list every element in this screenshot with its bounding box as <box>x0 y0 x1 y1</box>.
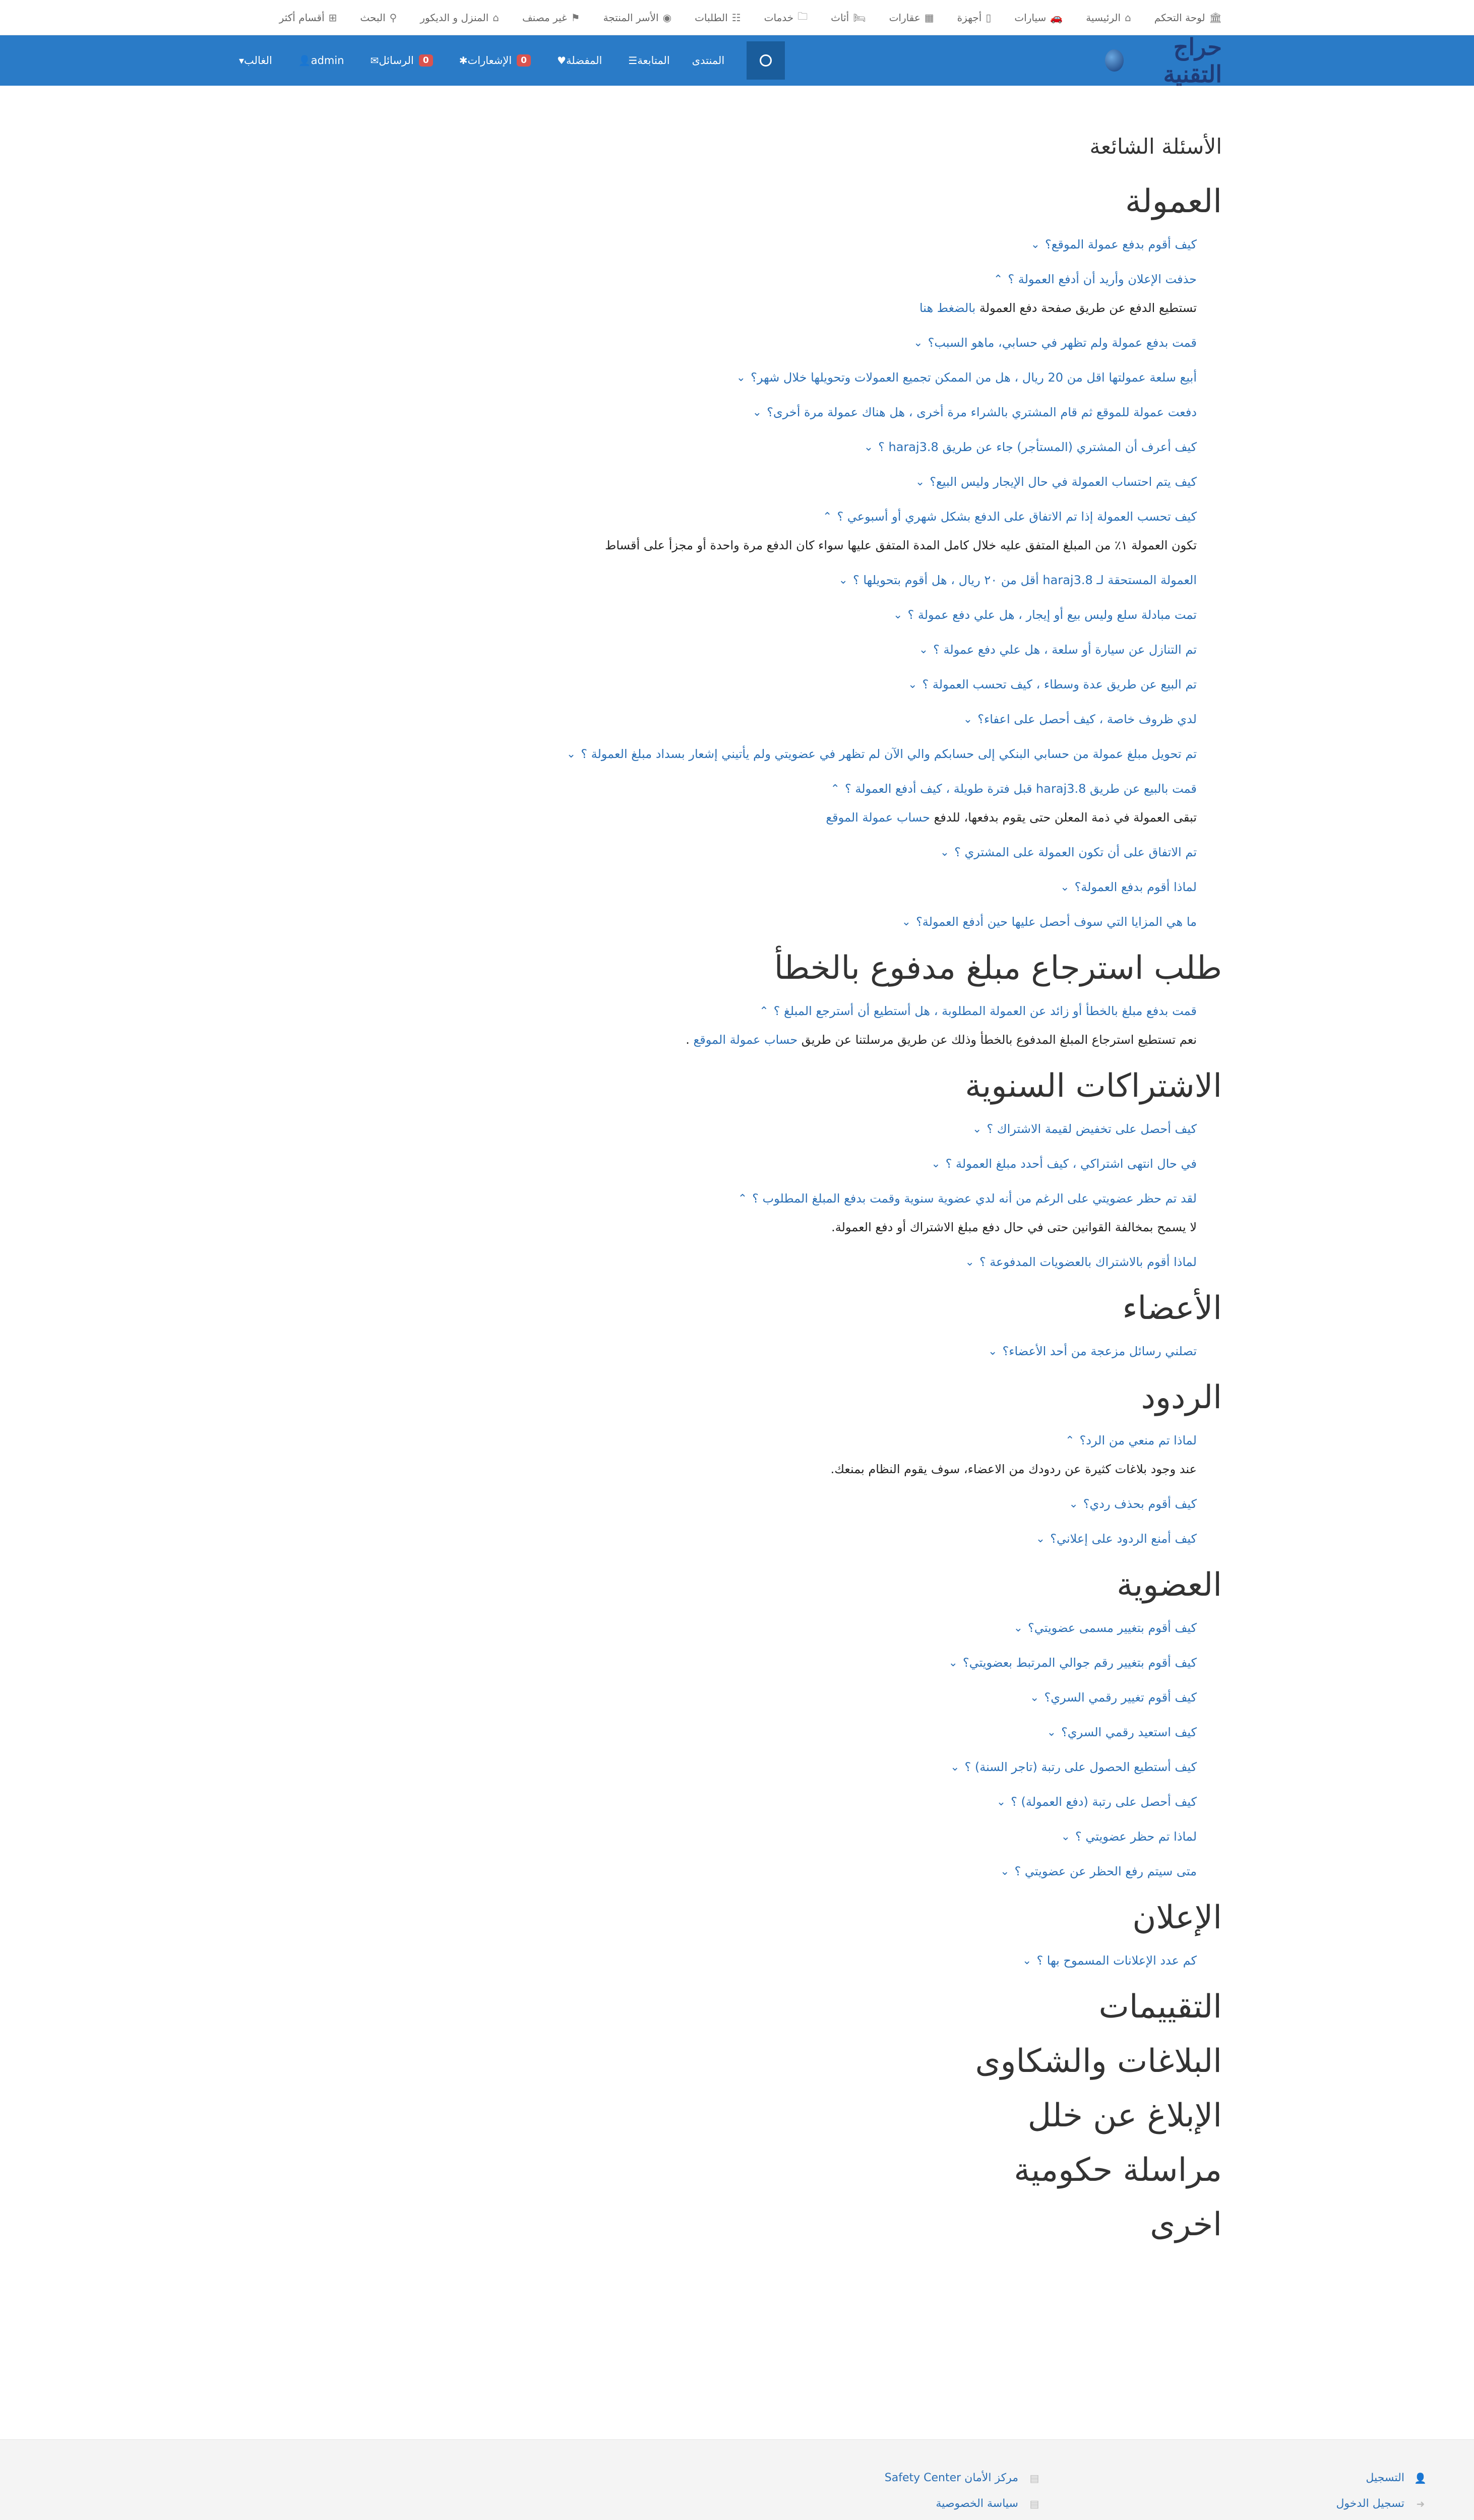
faq-section <box>264 1067 1222 1269</box>
faq-question[interactable] <box>264 782 1222 796</box>
chevron-down-icon[interactable]: ⌄ <box>1013 1621 1023 1634</box>
chevron-down-icon[interactable]: ⌄ <box>1030 1691 1039 1704</box>
faq-answer <box>264 1033 1222 1047</box>
faq-question[interactable] <box>264 1433 1222 1447</box>
faq-question-text: تم تحويل مبلغ عمولة من حسابي البنكي إلى حسابكم والي الآن لم تظهر في عضويتي ولم يأتيني إشعار بسداد مبلغ العمولة ؟ <box>581 747 1197 761</box>
nav-item[interactable] <box>692 54 725 67</box>
faq-answer-text: لا يسمح بمخالفة القوانين حتى في حال دفع مبلغ الاشتراك أو دفع العمولة. <box>831 1220 1197 1234</box>
faq-question-text: كيف أقوم بحذف ردي؟ <box>1083 1497 1197 1511</box>
faq-question[interactable] <box>264 1157 1222 1171</box>
section-title: الإعلان <box>1132 1899 1222 1936</box>
faq-question-text: متى سيتم رفع الحظر عن عضويتي ؟ <box>1014 1864 1197 1878</box>
faq-question[interactable] <box>264 370 1222 385</box>
chevron-down-icon[interactable]: ⌄ <box>1022 1954 1032 1967</box>
faq-list <box>264 1122 1222 1269</box>
faq-section <box>264 1566 1222 1878</box>
login-icon: ➜ <box>1416 2497 1425 2510</box>
faq-section <box>264 2043 1222 2080</box>
building-icon: ▦ <box>924 12 934 24</box>
faq-answer-link[interactable]: بالضغط هنا <box>919 301 976 315</box>
chevron-down-icon[interactable]: ⌄ <box>908 678 917 691</box>
faq-question-text: تمت مبادلة سلع وليس بيع أو إيجار ، هل علي دفع عمولة ؟ <box>907 608 1197 622</box>
faq-question-text: قمت بدفع مبلغ بالخطأ أو زائد عن العمولة المطلوبة ، هل أستطيع أن أسترجع المبلغ ؟ <box>773 1004 1197 1018</box>
faq-question[interactable] <box>264 475 1222 489</box>
asterisk-icon: ✱ <box>459 54 468 67</box>
faq-sections <box>264 183 1222 2243</box>
chevron-down-icon[interactable]: ⌄ <box>931 1157 941 1170</box>
faq-question-text: كيف استعيد رقمي السري؟ <box>1061 1725 1197 1739</box>
count-badge: 0 <box>419 54 433 67</box>
faq-content <box>264 86 1222 2260</box>
footer-link[interactable] <box>885 2465 1040 2491</box>
topbar-item-label: غير مصنف <box>522 12 567 24</box>
nav-item-label: الرسائل <box>379 54 414 67</box>
chevron-down-icon[interactable]: ⌄ <box>950 1760 960 1774</box>
faq-section <box>264 183 1222 929</box>
tag-icon: ⚑ <box>571 12 580 24</box>
chevron-down-icon[interactable]: ⌄ <box>1060 880 1070 894</box>
topbar-item-label: لوحة التحكم <box>1154 12 1205 24</box>
faq-question[interactable] <box>264 1760 1222 1774</box>
topbar-item[interactable] <box>1086 12 1131 24</box>
topbar-item[interactable] <box>889 12 934 24</box>
faq-question[interactable] <box>264 1004 1222 1018</box>
nav-item-label: admin <box>311 54 344 67</box>
home-icon: ⌂ <box>1125 12 1131 24</box>
caret-down-icon: ▾ <box>239 54 244 67</box>
faq-section <box>264 2097 1222 2134</box>
chevron-down-icon[interactable]: ⌄ <box>965 1255 974 1269</box>
faq-list <box>264 1004 1222 1047</box>
nav-item[interactable] <box>553 54 602 67</box>
section-title: الردود <box>1141 1379 1222 1416</box>
faq-question-text: في حال انتهى اشتراكي ، كيف أحدد مبلغ العمولة ؟ <box>945 1157 1197 1171</box>
faq-question[interactable] <box>264 1122 1222 1136</box>
faq-section <box>264 2206 1222 2243</box>
topbar-item[interactable] <box>420 12 499 24</box>
bank-icon: 🏛 <box>1209 12 1222 24</box>
requests-icon: ☷ <box>731 12 741 24</box>
nav-item[interactable] <box>624 54 669 67</box>
chevron-down-icon[interactable]: ⌄ <box>1030 238 1040 251</box>
faq-question-text: لماذا تم منعي من الرد؟ <box>1079 1433 1197 1447</box>
faq-question-text: كيف أحصل على رتبة (دفع العمولة) ؟ <box>1011 1795 1197 1809</box>
chevron-up-icon[interactable]: ⌃ <box>738 1192 748 1205</box>
faq-question[interactable] <box>264 845 1222 859</box>
faq-question-text: كيف أمنع الردود على إعلاني؟ <box>1050 1532 1197 1546</box>
faq-question[interactable] <box>264 1191 1222 1206</box>
faq-answer-text: تستطيع الدفع عن طريق صفحة دفع العمولة <box>975 301 1197 315</box>
topbar-item-label: أقسام أكثر <box>279 12 325 24</box>
section-title: طلب استرجاع مبلغ مدفوع بالخطأ <box>774 950 1222 987</box>
faq-list <box>264 237 1222 929</box>
footer-link[interactable] <box>885 2491 1040 2516</box>
faq-section <box>264 1290 1222 1358</box>
topbar-item-label: أثاث <box>831 12 849 24</box>
faq-question[interactable] <box>264 405 1222 419</box>
chevron-down-icon[interactable]: ⌄ <box>915 475 925 488</box>
faq-question[interactable] <box>264 1621 1222 1635</box>
topbar-item[interactable] <box>603 12 671 24</box>
footer-link-label[interactable]: سياسة الخصوصية <box>936 2497 1018 2510</box>
section-title: الاشتراكات السنوية <box>965 1067 1222 1105</box>
topbar-item[interactable] <box>279 12 337 24</box>
topbar-item[interactable] <box>360 12 397 24</box>
section-title: البلاغات والشكاوى <box>975 2043 1222 2080</box>
faq-question[interactable] <box>264 510 1222 524</box>
faq-section <box>264 1988 1222 2026</box>
section-title: اخرى <box>1150 2206 1222 2243</box>
nav-item-label: المتابعة <box>637 54 670 67</box>
footer-links-secondary <box>885 2465 1040 2516</box>
faq-answer <box>264 810 1222 825</box>
chevron-down-icon[interactable]: ⌄ <box>948 1656 958 1669</box>
user-icon: 👤 <box>298 54 311 67</box>
faq-question-text: أبيع سلعة عمولتها اقل من 20 ريال ، هل من الممكن تجميع العمولات وتحويلها خلال شهر؟ <box>751 370 1197 385</box>
faq-question-text: قمت بالبيع عن طريق haraj3.8 قبل فترة طويلة ، كيف أدفع العمولة ؟ <box>844 782 1197 796</box>
faq-section <box>264 2152 1222 2189</box>
chevron-down-icon[interactable]: ⌄ <box>1061 1830 1071 1843</box>
faq-answer <box>264 301 1222 315</box>
page-title: الأسئلة الشائعة <box>1089 134 1222 159</box>
search-toggle-button[interactable] <box>747 41 785 80</box>
heart-icon: ♥ <box>557 54 566 67</box>
faq-question[interactable] <box>264 712 1222 726</box>
faq-answer-text: تبقى العمولة في ذمة المعلن حتى يقوم بدفعها، للدفع <box>930 810 1197 825</box>
faq-question-text: كيف أعرف أن المشتري (المستأجر) جاء عن طريق haraj3.8 ؟ <box>878 440 1197 454</box>
faq-answer-text: تكون العمولة ١٪ من المبلغ المتفق عليه خلال كامل المدة المتفق عليها سواء كان الدفع مرة واحدة أو مجزأ على أقساط <box>605 538 1197 552</box>
faq-answer-link[interactable]: حساب عمولة الموقع <box>693 1033 798 1047</box>
topbar-item-label: سيارات <box>1014 12 1047 24</box>
folder-icon: 🗀 <box>797 10 808 22</box>
footer-link[interactable] <box>1309 2516 1427 2520</box>
faq-answer-tail: . <box>686 1033 694 1047</box>
faq-question[interactable] <box>264 1656 1222 1670</box>
chevron-down-icon[interactable]: ⌄ <box>566 747 576 761</box>
chevron-down-icon[interactable]: ⌄ <box>901 915 911 928</box>
faq-answer-text: عند وجود بلاغات كثيرة عن ردودك من الاعضاء، سوف يقوم النظام بمنعك. <box>830 1462 1197 1476</box>
chevron-down-icon[interactable]: ⌄ <box>940 846 950 859</box>
search-circle-icon <box>760 54 772 67</box>
topbar-item-label: خدمات <box>764 12 794 24</box>
chevron-down-icon[interactable]: ⌄ <box>752 406 762 419</box>
faq-question-text: لقد تم حظر عضويتي على الرغم من أنه لدي عضوية سنوية وقمت بدفع المبلغ المطلوب ؟ <box>752 1191 1197 1206</box>
eye-icon: ◉ <box>662 12 672 24</box>
faq-answer-text: نعم تستطيع استرجاع المبلغ المدفوع بالخطأ وذلك عن طريق مرسلتنا عن طريق <box>797 1033 1197 1047</box>
faq-question[interactable] <box>264 237 1222 251</box>
faq-question[interactable] <box>264 1725 1222 1739</box>
faq-question[interactable] <box>264 880 1222 894</box>
topbar-item-label: المنزل و الديكور <box>420 12 489 24</box>
chevron-down-icon[interactable]: ⌄ <box>838 574 848 587</box>
topbar-item[interactable] <box>1154 12 1222 24</box>
chevron-up-icon[interactable]: ⌃ <box>759 1004 769 1018</box>
topbar-item[interactable] <box>764 9 808 26</box>
sitemap-icon: ⊞ <box>328 12 337 24</box>
site-logo-text: حراج التقنية <box>1163 33 1222 88</box>
topbar-item[interactable] <box>831 12 866 24</box>
envelope-icon: ✉ <box>370 54 379 67</box>
faq-question-text: كيف أقوم بتغيير رقم جوالي المرتبط بعضويتي؟ <box>962 1656 1197 1670</box>
faq-question-text: لماذا أقوم بالاشتراك بالعضويات المدفوعة ؟ <box>979 1255 1197 1269</box>
topbar-item-label: أجهزة <box>957 12 982 24</box>
footer-link-label[interactable]: التسجيل <box>1366 2472 1404 2484</box>
faq-question[interactable] <box>264 573 1222 587</box>
faq-list <box>264 1433 1222 1546</box>
user-icon: 👤 <box>1414 2472 1427 2484</box>
faq-list <box>264 1954 1222 1968</box>
chevron-down-icon[interactable]: ⌄ <box>988 1345 998 1358</box>
topbar-item[interactable] <box>1014 12 1063 24</box>
faq-question-text: تم البيع عن طريق عدة وسطاء ، كيف تحسب العمولة ؟ <box>922 677 1197 691</box>
globe-icon <box>1105 49 1124 72</box>
chevron-down-icon[interactable]: ⌄ <box>913 336 923 349</box>
top-category-bar <box>0 0 1474 35</box>
faq-section <box>264 1899 1222 1968</box>
faq-question-text: كم عدد الإعلانات المسموح بها ؟ <box>1036 1954 1197 1968</box>
faq-question[interactable] <box>264 1344 1222 1358</box>
chevron-up-icon[interactable]: ⌃ <box>823 510 832 523</box>
car-icon: 🚗 <box>1050 12 1063 24</box>
bed-icon: 🛏 <box>853 12 866 24</box>
topbar-item[interactable] <box>522 12 580 24</box>
topbar-item-label: الأسر المنتجة <box>603 12 659 24</box>
faq-question-text: لماذا أقوم بدفع العمولة؟ <box>1074 880 1197 894</box>
faq-question[interactable] <box>264 915 1222 929</box>
topbar-item-label: الرئيسية <box>1086 12 1121 24</box>
topbar-item-label: البحث <box>360 12 386 24</box>
topbar-item[interactable] <box>695 12 741 24</box>
faq-question-text: ما هي المزايا التي سوف أحصل عليها حين أدفع العمولة؟ <box>916 915 1197 929</box>
faq-question[interactable] <box>264 747 1222 761</box>
rss-icon: ☰ <box>628 54 638 67</box>
chevron-down-icon[interactable]: ⌄ <box>996 1795 1006 1808</box>
faq-question-text: كيف أقوم تغيير رقمي السري؟ <box>1044 1690 1197 1705</box>
section-title: مراسلة حكومية <box>1014 2152 1222 2189</box>
faq-question[interactable] <box>264 336 1222 350</box>
topbar-item-label: الطلبات <box>695 12 728 24</box>
footer-link[interactable] <box>1309 2465 1427 2491</box>
chevron-up-icon[interactable]: ⌃ <box>830 782 840 795</box>
faq-answer-link[interactable]: حساب عمولة الموقع <box>826 810 931 825</box>
faq-question-text: كيف تحسب العمولة إذا تم الاتفاق على الدفع بشكل شهري أو أسبوعي ؟ <box>837 510 1197 524</box>
user-menu <box>235 35 785 86</box>
faq-question[interactable] <box>264 1255 1222 1269</box>
chevron-down-icon[interactable]: ⌄ <box>893 608 903 621</box>
footer-link-label[interactable]: مركز الأمان Safety Center <box>884 2472 1018 2484</box>
topbar-item[interactable] <box>957 12 992 24</box>
faq-question-text: قمت بدفع عمولة ولم تظهر في حسابي، ماهو السبب؟ <box>928 336 1197 350</box>
chevron-down-icon[interactable]: ⌄ <box>918 643 929 656</box>
chevron-down-icon[interactable]: ⌄ <box>1035 1532 1046 1545</box>
chevron-down-icon[interactable]: ⌄ <box>963 713 973 726</box>
category-list <box>0 0 1474 35</box>
privacy-icon: ▤ <box>1029 2497 1039 2510</box>
faq-question-text: كيف يتم احتساب العمولة في حال الإيجار وليس البيع؟ <box>930 475 1197 489</box>
nav-item[interactable] <box>235 54 272 67</box>
nav-item[interactable] <box>366 54 433 67</box>
faq-question-text: دفعت عمولة للموقع ثم قام المشتري بالشراء مرة أخرى ، هل هناك عمولة مرة أخرى؟ <box>767 405 1197 419</box>
faq-answer <box>264 1462 1222 1476</box>
safety-icon: ▤ <box>1029 2472 1039 2484</box>
faq-question[interactable] <box>264 272 1222 286</box>
topbar-item-label: عقارات <box>889 12 920 24</box>
faq-question-text: لماذا تم حظر عضويتي ؟ <box>1075 1830 1197 1844</box>
section-title: التقييمات <box>1098 1988 1222 2026</box>
chevron-down-icon[interactable]: ⌄ <box>1069 1497 1078 1510</box>
faq-section <box>264 950 1222 1047</box>
chevron-up-icon[interactable]: ⌃ <box>1065 1434 1075 1447</box>
faq-question-text: كيف أستطيع الحصول على رتبة (تاجر السنة) ؟ <box>964 1760 1197 1774</box>
nav-item-label: المفضلة <box>566 54 602 67</box>
count-badge: 0 <box>517 54 531 67</box>
chevron-down-icon[interactable]: ⌄ <box>1000 1865 1010 1878</box>
faq-question[interactable] <box>264 1690 1222 1705</box>
footer-links-main <box>1309 2465 1427 2520</box>
footer-link[interactable] <box>1309 2491 1427 2516</box>
faq-section <box>264 1379 1222 1546</box>
faq-question[interactable] <box>264 643 1222 657</box>
chevron-up-icon[interactable]: ⌃ <box>993 273 1003 286</box>
chevron-down-icon[interactable]: ⌄ <box>864 440 874 454</box>
nav-item[interactable] <box>455 54 531 67</box>
chevron-down-icon[interactable]: ⌄ <box>736 371 746 384</box>
main-navbar <box>0 35 1474 86</box>
faq-question-text: كيف أقوم بدفع عمولة الموقع؟ <box>1045 237 1197 251</box>
chevron-down-icon[interactable]: ⌄ <box>972 1122 982 1136</box>
faq-question-text: العمولة المستحقة لـ haraj3.8 أقل من ٢٠ ريال ، هل أقوم بتحويلها ؟ <box>852 573 1197 587</box>
section-title: الإبلاغ عن خلل <box>1027 2097 1222 2134</box>
faq-question[interactable] <box>264 1795 1222 1809</box>
house-icon: ⌂ <box>493 12 499 24</box>
site-logo[interactable] <box>1101 33 1222 88</box>
chevron-down-icon[interactable]: ⌄ <box>1047 1726 1057 1739</box>
faq-question-text: كيف أقوم بتغيير مسمى عضويتي؟ <box>1028 1621 1197 1635</box>
nav-item-label: المنتدى <box>692 54 725 67</box>
nav-item-label: الغالب <box>244 54 272 67</box>
section-title: العمولة <box>1125 183 1222 220</box>
faq-question[interactable] <box>264 1954 1222 1968</box>
faq-question-text: تصلني رسائل مزعجة من أحد الأعضاء؟ <box>1002 1344 1197 1358</box>
footer-link-label[interactable]: تسجيل الدخول <box>1336 2497 1404 2510</box>
faq-question[interactable] <box>264 1830 1222 1844</box>
phone-icon: ▯ <box>986 12 992 24</box>
section-title: العضوية <box>1117 1566 1222 1604</box>
faq-question[interactable] <box>264 1864 1222 1878</box>
faq-question-text: تم التنازل عن سيارة أو سلعة ، هل علي دفع عمولة ؟ <box>933 643 1197 657</box>
faq-question-text: تم الاتفاق على أن تكون العمولة على المشتري ؟ <box>954 845 1197 859</box>
faq-question-text: لدي ظروف خاصة ، كيف أحصل على اعفاء؟ <box>977 712 1197 726</box>
faq-question[interactable] <box>264 1532 1222 1546</box>
faq-question-text: كيف أحصل على تخفيض لقيمة الاشتراك ؟ <box>987 1122 1197 1136</box>
faq-question[interactable] <box>264 440 1222 454</box>
faq-answer <box>264 1220 1222 1234</box>
footer <box>0 2439 1474 2520</box>
faq-question-text: حذفت الإعلان وأريد أن أدفع العمولة ؟ <box>1008 272 1197 286</box>
section-title: الأعضاء <box>1122 1290 1222 1327</box>
faq-list <box>264 1621 1222 1878</box>
faq-question[interactable] <box>264 1497 1222 1511</box>
nav-item-label: الإشعارات <box>467 54 512 67</box>
search-icon: ⚲ <box>389 12 397 24</box>
faq-list <box>264 1344 1222 1358</box>
faq-question[interactable] <box>264 677 1222 691</box>
faq-answer <box>264 538 1222 552</box>
nav-item[interactable] <box>294 54 344 67</box>
faq-question[interactable] <box>264 608 1222 622</box>
